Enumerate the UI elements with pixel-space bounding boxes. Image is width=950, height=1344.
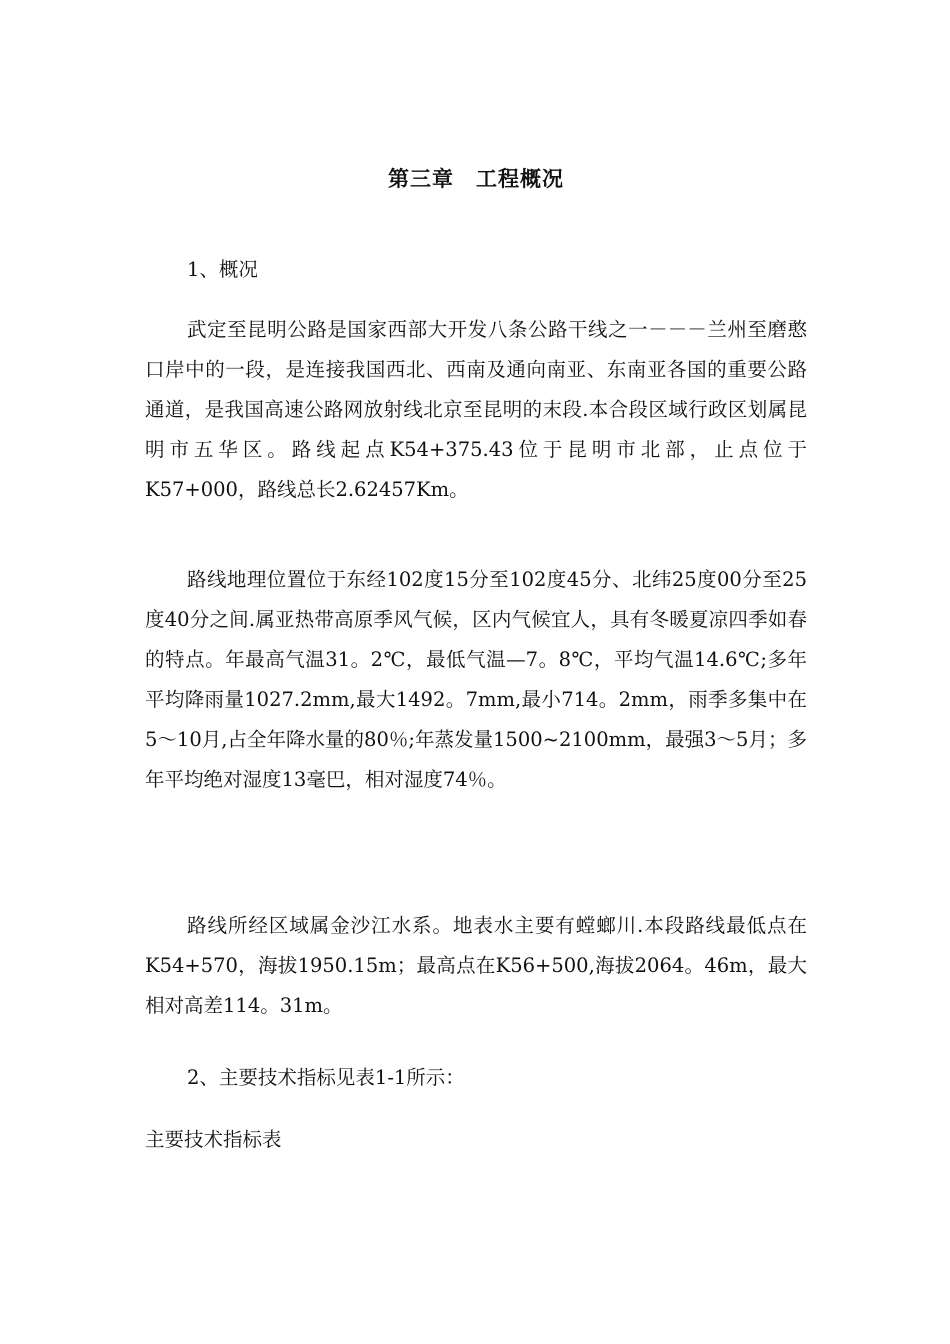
paragraph-climate: 路线地理位置位于东经102度15分至102度45分、北纬25度00分至25度40分之间.属亚热带高原季风气候，区内气候宜人，具有冬暖夏凉四季如春的特点。年最高气温31。2℃，最低气温—7。8℃，平均气温14.6℃;多年平均降雨量1027.2mm,最大1492。7mm,最小714。2mm，雨季多集中在5～10月,占全年降水量的80％;年蒸发量1500~2100mm，最强3～5月；多年平均绝对湿度13毫巴，相对湿度74％。 <box>145 568 807 791</box>
chapter-title: 第三章 工程概况 <box>388 167 564 191</box>
paragraph-hydrology: 路线所经区域属金沙江水系。地表水主要有螳螂川.本段路线最低点在K54+570，海拔1950.15m；最高点在K56+500,海拔2064。46m，最大相对高差114。31m。 <box>145 914 807 1017</box>
section-heading-technical-indicators: 2、主要技术指标见表1-1所示： <box>187 1066 465 1089</box>
table-caption: 主要技术指标表 <box>145 1128 282 1151</box>
paragraph-route-overview: 武定至昆明公路是国家西部大开发八条公路干线之一－－－兰州至磨憨口岸中的一段，是连接我国西北、西南及通向南亚、东南亚各国的重要公路通道，是我国高速公路网放射线北京至昆明的末段.本合段区域行政区划属昆明市五华区。路线起点K54+375.43位于昆明市北部，止点位于K57+000，路线总长2.62457Km。 <box>145 318 807 501</box>
section-heading-overview: 1、概况 <box>187 258 258 281</box>
